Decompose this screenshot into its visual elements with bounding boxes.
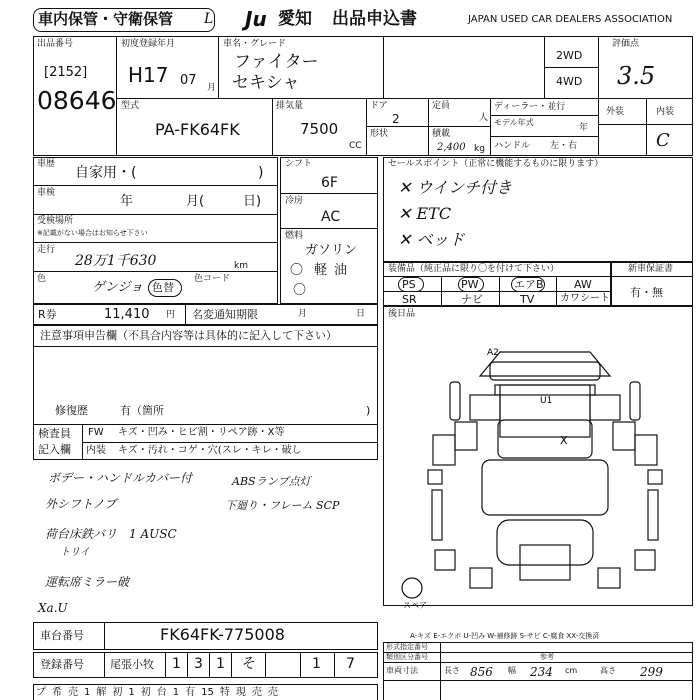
plate-digit-6: 1 — [312, 656, 321, 672]
type-code: PA-FK64FK — [155, 120, 240, 139]
plate-kana: そ — [242, 656, 256, 672]
registration-label: 初度登録年月 — [121, 39, 176, 49]
drive-2wd: 2WD — [556, 49, 583, 62]
inspector-entry-label: 記入欄 — [38, 443, 71, 456]
mark-u1: U1 — [540, 396, 553, 406]
top-section — [33, 36, 693, 156]
plate-label: 登録番号 — [40, 658, 84, 671]
damage-legend: A-キズ E-エクボ U-凹み W-補修跡 S-サビ C-腐食 XX-交換済 — [410, 632, 600, 640]
inspection-month: 月( — [186, 194, 205, 209]
notice-label: 名変通知期限 — [192, 308, 258, 321]
width-value: 234 — [530, 665, 553, 679]
sales-point-2: ✕ ETC — [398, 204, 452, 223]
displacement-value: 7500 — [300, 120, 339, 138]
spec-label-2: 類別区分番号 — [386, 653, 428, 661]
equipment-ps: PS — [402, 278, 416, 291]
equipment-pw-circle — [458, 277, 484, 292]
sales-point-1: ✕ ウインチ付き — [398, 178, 513, 197]
model-name: ファイター — [234, 52, 319, 72]
color-change: 色替 — [152, 281, 174, 294]
registration-year: H17 — [128, 63, 169, 87]
org-english: JAPAN USED CAR DEALERS ASSOCIATION — [468, 14, 673, 25]
registration-month-unit: 月 — [207, 83, 217, 93]
registration-month: 07 — [180, 73, 197, 88]
lot-label: 出品番号 — [37, 39, 74, 49]
fuel-value: ガソリン — [305, 243, 358, 258]
note-line-1: ボデー・ハンドルカバー付 — [48, 471, 193, 485]
inspection-year: 年 — [120, 194, 134, 209]
note-line-3: 外シフトノブ — [45, 497, 117, 511]
equipment-sr: SR — [402, 293, 417, 306]
height-label: 高さ — [600, 666, 616, 675]
lot-bracket: [2152] — [44, 65, 88, 80]
equipment-pw: PW — [461, 278, 479, 291]
vehicle-diagram — [400, 340, 680, 610]
notes-label: 注意事項申告欄（不具合内容等は具体的に記入して下さい） — [40, 329, 337, 342]
load-unit: kg — [474, 144, 485, 154]
ju-logo: Ju — [245, 7, 267, 31]
history-close: ) — [258, 165, 264, 181]
warranty-label: 新車保証書 — [628, 264, 674, 274]
chassis-number: FK64FK-775008 — [160, 625, 285, 644]
color-code-label: 色コード — [194, 274, 231, 284]
equipment-leather: カワシート — [560, 293, 610, 304]
note-line-8: Xa.U — [38, 601, 68, 615]
fuel-option-4: 〇 — [293, 283, 307, 298]
spare-label: スペア — [403, 601, 427, 610]
equipment-aw: AW — [574, 278, 592, 291]
shift-value: 6F — [321, 175, 338, 191]
displacement-label: 排気量 — [276, 101, 304, 111]
note-line-2: ABSランプ点灯 — [232, 475, 311, 488]
org-name: 愛知 — [278, 9, 312, 29]
sales-point-3: ✕ ベッド — [398, 230, 465, 249]
shape-label: 形状 — [370, 129, 389, 139]
plate-digit-1: 1 — [172, 656, 181, 672]
type-code-label: 型式 — [121, 101, 140, 111]
model-name-label: 車名・グレード — [223, 39, 287, 49]
recycle-value: 11,410 — [104, 307, 150, 322]
storage-mark: L — [204, 11, 214, 27]
equipment-label: 装備品（純正品に限り〇を付けて下さい） — [388, 264, 560, 274]
model-year-unit: 年 — [579, 123, 589, 133]
model-grade: セキシャ — [232, 73, 300, 93]
bottom-strip-items: プ 希 売 1 解 初 1 初 台 1 有 15 特 現 売 売 — [36, 687, 278, 698]
drive-4wd: 4WD — [556, 75, 583, 88]
exterior-label: 外装 — [606, 107, 625, 117]
handle-value: 左・右 — [550, 141, 578, 151]
storage-label: 車内保管・守衛保管 — [38, 10, 174, 28]
handle-label: ハンドル — [494, 141, 531, 151]
load-label: 積載 — [432, 129, 451, 139]
accept-hint: ※記載がない場合はお知らせ下さい — [37, 229, 148, 237]
note-line-6: トリイ — [60, 547, 90, 558]
aircon-value: AC — [321, 209, 341, 225]
plate-region: 尾張小牧 — [110, 658, 154, 671]
equipment-airbag: エアB — [514, 278, 544, 291]
fuel-label: 燃料 — [285, 231, 304, 241]
chassis-label: 車台番号 — [40, 629, 84, 642]
fuel-option-2: 軽 — [314, 263, 328, 278]
form-title: 出品申込書 — [332, 9, 417, 29]
doors-label: ドア — [370, 101, 388, 111]
repair-value: 有（箇所 — [120, 404, 164, 417]
interior-check-label: 内装 — [86, 445, 106, 456]
color-value: ゲンジョ — [92, 280, 144, 295]
inspector-label: 検査員 — [38, 427, 71, 440]
capacity-unit: 人 — [479, 113, 489, 123]
length-value: 856 — [470, 665, 493, 679]
recycle-label: R券 — [38, 308, 57, 321]
notice-day: 日 — [356, 309, 366, 319]
plate-digit-7: 7 — [346, 656, 355, 672]
equipment-tv: TV — [520, 293, 535, 306]
doors-value: 2 — [392, 112, 400, 126]
model-year-label: モデル年式 — [494, 118, 534, 127]
plate-digit-2: 3 — [194, 656, 203, 672]
warranty-value: 有・無 — [630, 286, 663, 299]
capacity-label: 定員 — [432, 101, 451, 111]
displacement-unit: CC — [349, 141, 362, 151]
height-value: 299 — [640, 665, 663, 679]
fuel-option-1: 〇 — [290, 263, 304, 278]
accept-label: 受検場所 — [37, 216, 74, 226]
mileage-value: 28万1千630 — [75, 253, 157, 269]
rear-item-label: 後日品 — [388, 309, 416, 319]
load-value: 2,400 — [437, 142, 466, 153]
repair-close: ) — [366, 404, 371, 417]
mileage-label: 走行 — [37, 245, 56, 255]
lot-number: 08646 — [37, 86, 117, 115]
equipment-navi: ナビ — [461, 293, 483, 306]
aircon-label: 冷房 — [285, 196, 304, 206]
dealer-label: ディーラー・並行 — [494, 102, 566, 112]
sales-points-label: セールスポイント（正常に機能するものに限ります） — [388, 159, 604, 169]
inspection-day: 日) — [243, 194, 262, 209]
color-label: 色 — [37, 274, 47, 284]
spec-ref: 参考 — [540, 653, 554, 661]
plate-digit-3: 1 — [216, 656, 225, 672]
history-value: 自家用・( — [75, 165, 137, 181]
score-label: 評価点 — [612, 39, 640, 49]
width-label: 幅 — [508, 666, 516, 675]
mileage-unit: km — [234, 261, 248, 271]
size-label: 車両寸法 — [386, 666, 418, 675]
fuel-option-3: 油 — [334, 263, 348, 278]
note-line-5: 荷台床鉄バリ 1 AUSC — [45, 527, 177, 541]
plate-row — [33, 652, 378, 678]
shift-label: シフト — [285, 159, 313, 169]
spec-label-1: 形式指定番号 — [386, 643, 428, 651]
notice-month: 月 — [298, 309, 308, 319]
inspection-label: 車検 — [37, 188, 56, 198]
equipment-ps-circle — [398, 277, 424, 292]
interior-label: 内装 — [656, 107, 675, 117]
unit-label: cm — [565, 666, 578, 675]
interior-check-items: キズ・汚れ・コゲ・穴(スレ・キレ・破し — [118, 445, 302, 456]
mark-a2: A2 — [487, 348, 499, 358]
mark-x: X — [560, 434, 568, 447]
fw-label: FW — [88, 427, 104, 438]
repair-label: 修復歴 — [55, 404, 88, 417]
interior-grade: C — [656, 130, 670, 151]
length-label: 長さ — [444, 666, 460, 675]
history-label: 車歴 — [37, 159, 56, 169]
recycle-unit: 円 — [166, 310, 176, 320]
note-line-4: 下廻り・フレーム SCP — [225, 499, 340, 512]
equipment-airbag-circle — [511, 277, 545, 292]
fw-items: キズ・凹み・ヒビ割・リペア跡・X等 — [118, 427, 285, 438]
score-value: 3.5 — [617, 62, 656, 90]
note-line-7: 運転席ミラー破 — [45, 575, 130, 589]
